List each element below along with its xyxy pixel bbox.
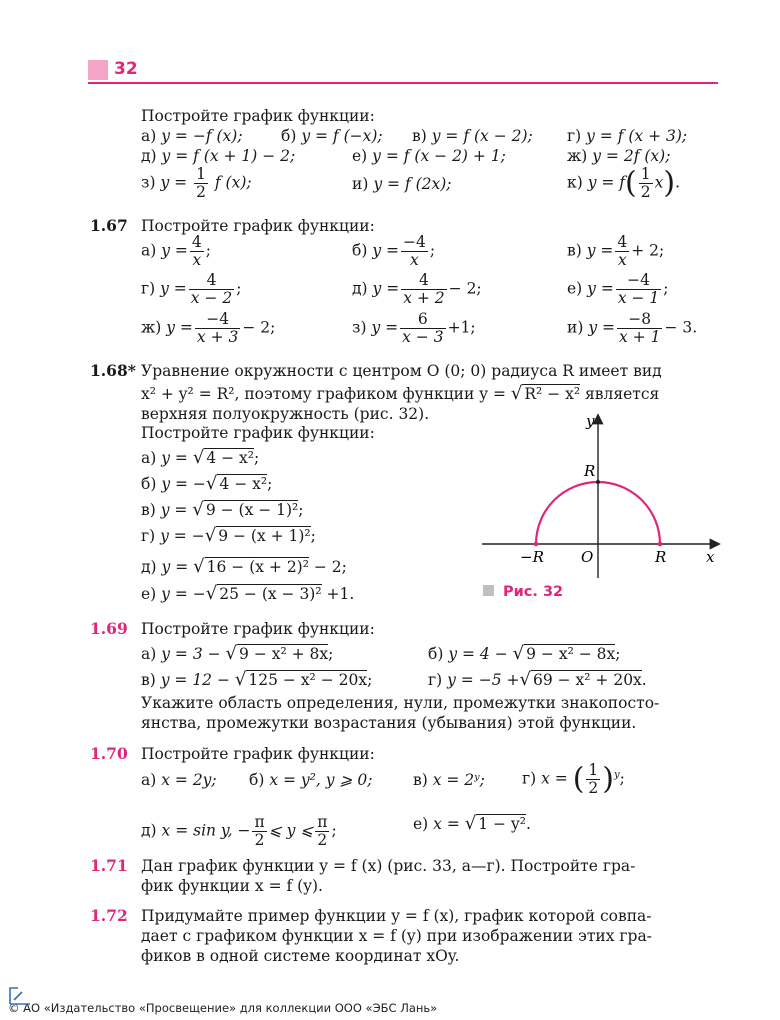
p170-item-a: а) x = 2y; <box>141 771 217 789</box>
p169-note-line1: Укажите область определения, нули, промежутки знакопосто- <box>141 694 660 712</box>
point-r <box>658 542 663 547</box>
p169-item-b: б) y = 4 − √ 9 − x² − 8x; <box>428 643 621 664</box>
r-top-label: R <box>584 462 596 480</box>
p167-item-b: б) y = $\frac{-4}{x}$ ; <box>352 233 436 269</box>
p172-line3: фиков в одной системе координат xOy. <box>141 947 460 965</box>
publisher-logo-icon <box>8 984 32 1006</box>
p168-item-d: д) y = √ 16 − (x + 2)² − 2; <box>141 556 347 577</box>
intro-item-v: в) y = f (x − 2); <box>412 127 533 145</box>
origin-label: O <box>581 548 594 566</box>
p170-item-g: г) x = ( $\frac{1}{2}$ )$^y$; <box>522 761 625 797</box>
p168-item-v: в) y = √ 9 − (x − 1)²; <box>141 499 304 520</box>
problem-number-1-69: 1.69 <box>90 619 128 638</box>
problem-number-1-67: 1.67 <box>90 216 128 235</box>
p168-text-line3: верхняя полуокружность (рис. 32). <box>141 405 430 423</box>
fraction: $\frac{1}{2}$ <box>196 165 206 201</box>
p169-item-v: в) y = 12 − √ 125 − x² − 20x; <box>141 669 373 690</box>
header-rule <box>88 82 718 84</box>
p168-text-line1: Уравнение окружности с центром O (0; 0) радиуса R имеет вид <box>141 362 662 380</box>
p167-item-z: з) y = $\frac{6}{x - 3}$ +1; <box>352 310 476 346</box>
p171-line2: фик функции x = f (y). <box>141 877 323 895</box>
p168-text-line2: x² + y² = R², поэтому графиком функции y = √ R² − x² является <box>141 383 660 404</box>
p167-prompt: Постройте график функции: <box>141 217 375 235</box>
fraction: $\frac{1}{2}$ <box>640 165 651 201</box>
p168-prompt: Постройте график функции: <box>141 424 375 442</box>
p169-prompt: Постройте график функции: <box>141 620 375 638</box>
p170-item-e: е) x = √ 1 − y². <box>413 813 531 834</box>
p171-line1: Дан график функции y = f (x) (рис. 33, а—г). Постройте гра- <box>141 857 636 875</box>
figure-caption: Рис. 32 <box>483 582 563 602</box>
intro-item-d: д) y = f (x + 1) − 2; <box>141 147 296 165</box>
point-minus-r <box>534 542 539 547</box>
p167-item-e: е) y = $\frac{-4}{x - 1}$ ; <box>567 271 669 307</box>
p169-item-g: г) y = −5 +√ 69 − x² + 20x. <box>428 669 647 690</box>
p170-item-v: в) x = 2ʸ; <box>413 771 485 789</box>
p169-note-line2: янства, промежутки возрастания (убывания) этой функции. <box>141 714 637 732</box>
r-right-label: R <box>655 548 667 566</box>
y-axis-label: y <box>586 412 595 430</box>
p167-item-g: г) y = $\frac{4}{x - 2}$ ; <box>141 271 242 307</box>
caption-marker <box>483 585 494 596</box>
problem-number-1-71: 1.71 <box>90 856 128 875</box>
intro-prompt: Постройте график функции: <box>141 107 375 125</box>
p168-item-g: г) y = −√ 9 − (x + 1)²; <box>141 525 316 546</box>
p170-prompt: Постройте график функции: <box>141 745 375 763</box>
intro-item-zh: ж) y = 2f (x); <box>567 147 671 165</box>
problem-number-1-72: 1.72 <box>90 906 128 925</box>
p167-item-i: и) y = $\frac{-8}{x + 1}$ − 3. <box>567 310 698 346</box>
page-number: 32 <box>114 59 138 79</box>
intro-item-e: е) y = f (x − 2) + 1; <box>352 147 506 165</box>
x-axis-label: x <box>706 548 715 566</box>
p168-item-b: б) y = −√ 4 − x²; <box>141 473 273 494</box>
page-badge <box>88 60 108 80</box>
page-header <box>88 58 718 84</box>
intro-item-g: г) y = f (x + 3); <box>567 127 688 145</box>
p167-item-d: д) y = $\frac{4}{x + 2}$ − 2; <box>352 271 482 307</box>
minus-r-label: −R <box>520 548 544 566</box>
p167-item-zh: ж) y = $\frac{-4}{x + 3}$ − 2; <box>141 310 276 346</box>
p170-item-b: б) x = y², y ⩾ 0; <box>249 771 373 789</box>
problem-number-1-70: 1.70 <box>90 744 128 763</box>
intro-item-k: к) y = f( $\frac{1}{2}$ x). <box>567 165 681 201</box>
p167-item-a: а) y = $\frac{4}{x}$ ; <box>141 233 212 269</box>
copyright-text: © АО «Издательство «Просвещение» для коллекции ООО «ЭБС Лань» <box>8 1001 438 1015</box>
intro-item-a: а) y = −f (x); <box>141 127 243 145</box>
intro-item-b: б) y = f (−x); <box>281 127 383 145</box>
copyright-footer <box>8 998 437 1018</box>
p168-item-a: а) y = √ 4 − x²; <box>141 447 260 468</box>
intro-item-z: з) y = $\frac{1}{2}$ f (x); <box>141 165 252 201</box>
p170-item-d: д) x = sin y, − $\frac{\pi}{2}$ ⩽ y ⩽ $\frac{\pi}{2}$ ; <box>141 813 337 849</box>
p172-line1: Придумайте пример функции y = f (x), график которой совпа- <box>141 907 652 925</box>
point-r-top <box>596 480 600 484</box>
problem-number-1-68: 1.68* <box>90 361 136 380</box>
figure-32-semicircle-graph <box>470 410 730 580</box>
p168-item-e: е) y = −√ 25 − (x − 3)² +1. <box>141 583 355 604</box>
p172-line2: дает с графиком функции x = f (y) при изображении этих гра- <box>141 927 652 945</box>
p167-item-v: в) y = $\frac{4}{x}$ + 2; <box>567 233 665 269</box>
p169-item-a: а) y = 3 − √ 9 − x² + 8x; <box>141 643 334 664</box>
intro-item-i: и) y = f (2x); <box>352 175 452 193</box>
